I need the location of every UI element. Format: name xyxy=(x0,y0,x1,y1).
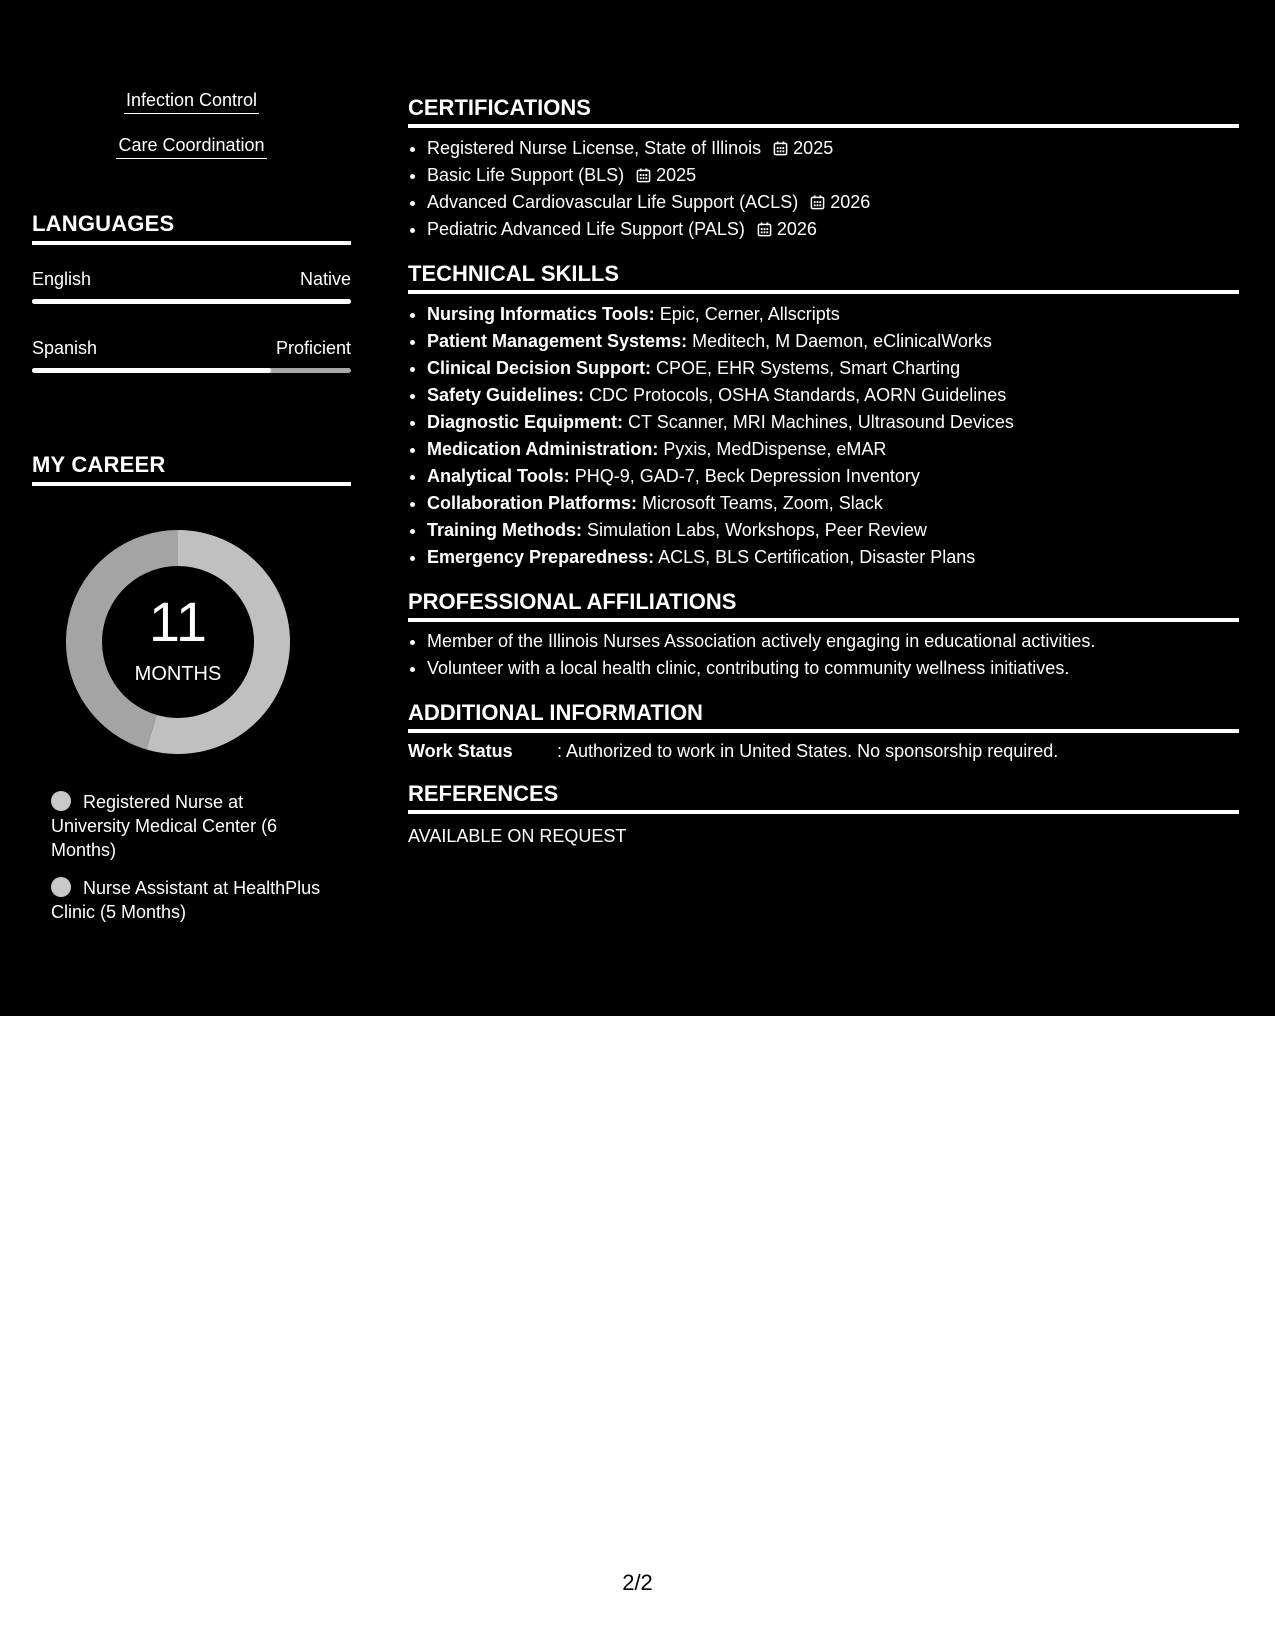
calendar-icon xyxy=(757,222,772,237)
skill-value: ACLS, BLS Certification, Disaster Plans xyxy=(658,547,976,567)
references-title: REFERENCES xyxy=(408,781,1239,814)
work-status-label: Work Status xyxy=(408,741,513,761)
skill-value: PHQ-9, GAD-7, Beck Depression Inventory xyxy=(574,466,920,486)
technical-skill-item xyxy=(427,301,1239,328)
career-legend-dot xyxy=(51,791,71,811)
certification-year: 2025 xyxy=(656,165,697,185)
skill-label: Analytical Tools: xyxy=(427,466,570,486)
language-proficiency-fill xyxy=(32,368,271,373)
skill-label: Patient Management Systems: xyxy=(427,331,688,351)
skill-label: Emergency Preparedness: xyxy=(427,547,655,567)
skill-tag: Infection Control xyxy=(32,89,351,114)
career-item-text: Nurse Assistant at HealthPlus Clinic (5 Months) xyxy=(51,878,321,922)
affiliations-list xyxy=(408,628,1239,682)
technical-skill-item xyxy=(427,490,1239,517)
calendar-icon xyxy=(636,168,651,183)
certification-item xyxy=(427,135,1239,162)
career-donut-chart xyxy=(66,530,290,754)
work-status-value: : Authorized to work in United States. No sponsorship required. xyxy=(557,741,1059,761)
technical-skill-item xyxy=(427,328,1239,355)
career-item xyxy=(51,790,321,862)
references-text: AVAILABLE ON REQUEST xyxy=(408,826,627,846)
certification-year: 2025 xyxy=(793,138,834,158)
certifications-title: CERTIFICATIONS xyxy=(408,95,1239,128)
skill-value: CDC Protocols, OSHA Standards, AORN Guidelines xyxy=(589,385,1007,405)
career-legend-dot xyxy=(51,877,71,897)
page-number: 2/2 xyxy=(622,1570,653,1595)
calendar-icon xyxy=(810,195,825,210)
certification-item xyxy=(427,216,1239,243)
technical-skill-item xyxy=(427,463,1239,490)
affiliation-item: • Volunteer with a local health clinic, contributing to community wellness initiatives. xyxy=(427,655,1239,682)
skill-value: Epic, Cerner, Allscripts xyxy=(659,304,840,324)
technical-skills-list xyxy=(408,301,1239,571)
affiliation-item: • Member of the Illinois Nurses Association actively engaging in educational activities. xyxy=(427,628,1239,655)
skill-value: Simulation Labs, Workshops, Peer Review xyxy=(587,520,927,540)
certification-year: 2026 xyxy=(830,192,871,212)
career-total-unit: MONTHS xyxy=(134,663,222,685)
career-total-number: 11 xyxy=(148,590,208,653)
language-name: Spanish xyxy=(32,338,98,358)
affiliations-title: PROFESSIONAL AFFILIATIONS xyxy=(408,589,1239,622)
career-item-text: Registered Nurse at University Medical Center (6 Months) xyxy=(51,792,278,860)
certification-year: 2026 xyxy=(776,219,817,239)
skill-label: Medication Administration: xyxy=(427,439,659,459)
calendar-icon xyxy=(773,141,788,156)
skill-label: Safety Guidelines: xyxy=(427,385,585,405)
technical-skill-item xyxy=(427,544,1239,571)
certification-item xyxy=(427,162,1239,189)
skill-tag: Care Coordination xyxy=(32,134,351,159)
skill-value: CPOE, EHR Systems, Smart Charting xyxy=(656,358,961,378)
skill-value: CT Scanner, MRI Machines, Ultrasound Devices xyxy=(628,412,1014,432)
technical-skill-item xyxy=(427,355,1239,382)
skill-label: Nursing Informatics Tools: xyxy=(427,304,655,324)
technical-skill-item xyxy=(427,409,1239,436)
career-item xyxy=(51,876,321,924)
skill-value: Microsoft Teams, Zoom, Slack xyxy=(642,493,883,513)
additional-info-title: ADDITIONAL INFORMATION xyxy=(408,700,1239,733)
skill-value: Meditech, M Daemon, eClinicalWorks xyxy=(692,331,992,351)
certification-name: Advanced Cardiovascular Life Support (ACLS) xyxy=(427,192,799,212)
certification-name: Pediatric Advanced Life Support (PALS) xyxy=(427,219,745,239)
skill-value: Pyxis, MedDispense, eMAR xyxy=(663,439,887,459)
certification-item xyxy=(427,189,1239,216)
skill-label: Diagnostic Equipment: xyxy=(427,412,624,432)
career-title: MY CAREER xyxy=(32,452,351,486)
certification-name: Registered Nurse License, State of Illinois xyxy=(427,138,762,158)
technical-skill-item xyxy=(427,517,1239,544)
technical-skill-item xyxy=(427,436,1239,463)
language-proficiency-bar xyxy=(32,368,351,373)
language-proficiency-bar xyxy=(32,299,351,304)
language-proficiency-fill xyxy=(32,299,351,304)
certifications-list xyxy=(408,135,1239,243)
technical-skill-item xyxy=(427,382,1239,409)
technical-skills-title: TECHNICAL SKILLS xyxy=(408,261,1239,294)
skill-label: Training Methods: xyxy=(427,520,582,540)
languages-title: LANGUAGES xyxy=(32,211,351,245)
language-name: English xyxy=(32,269,92,289)
certification-name: Basic Life Support (BLS) xyxy=(427,165,625,185)
skill-label: Collaboration Platforms: xyxy=(427,493,638,513)
language-level: Proficient xyxy=(275,338,351,358)
language-level: Native xyxy=(299,269,351,289)
skill-label: Clinical Decision Support: xyxy=(427,358,652,378)
